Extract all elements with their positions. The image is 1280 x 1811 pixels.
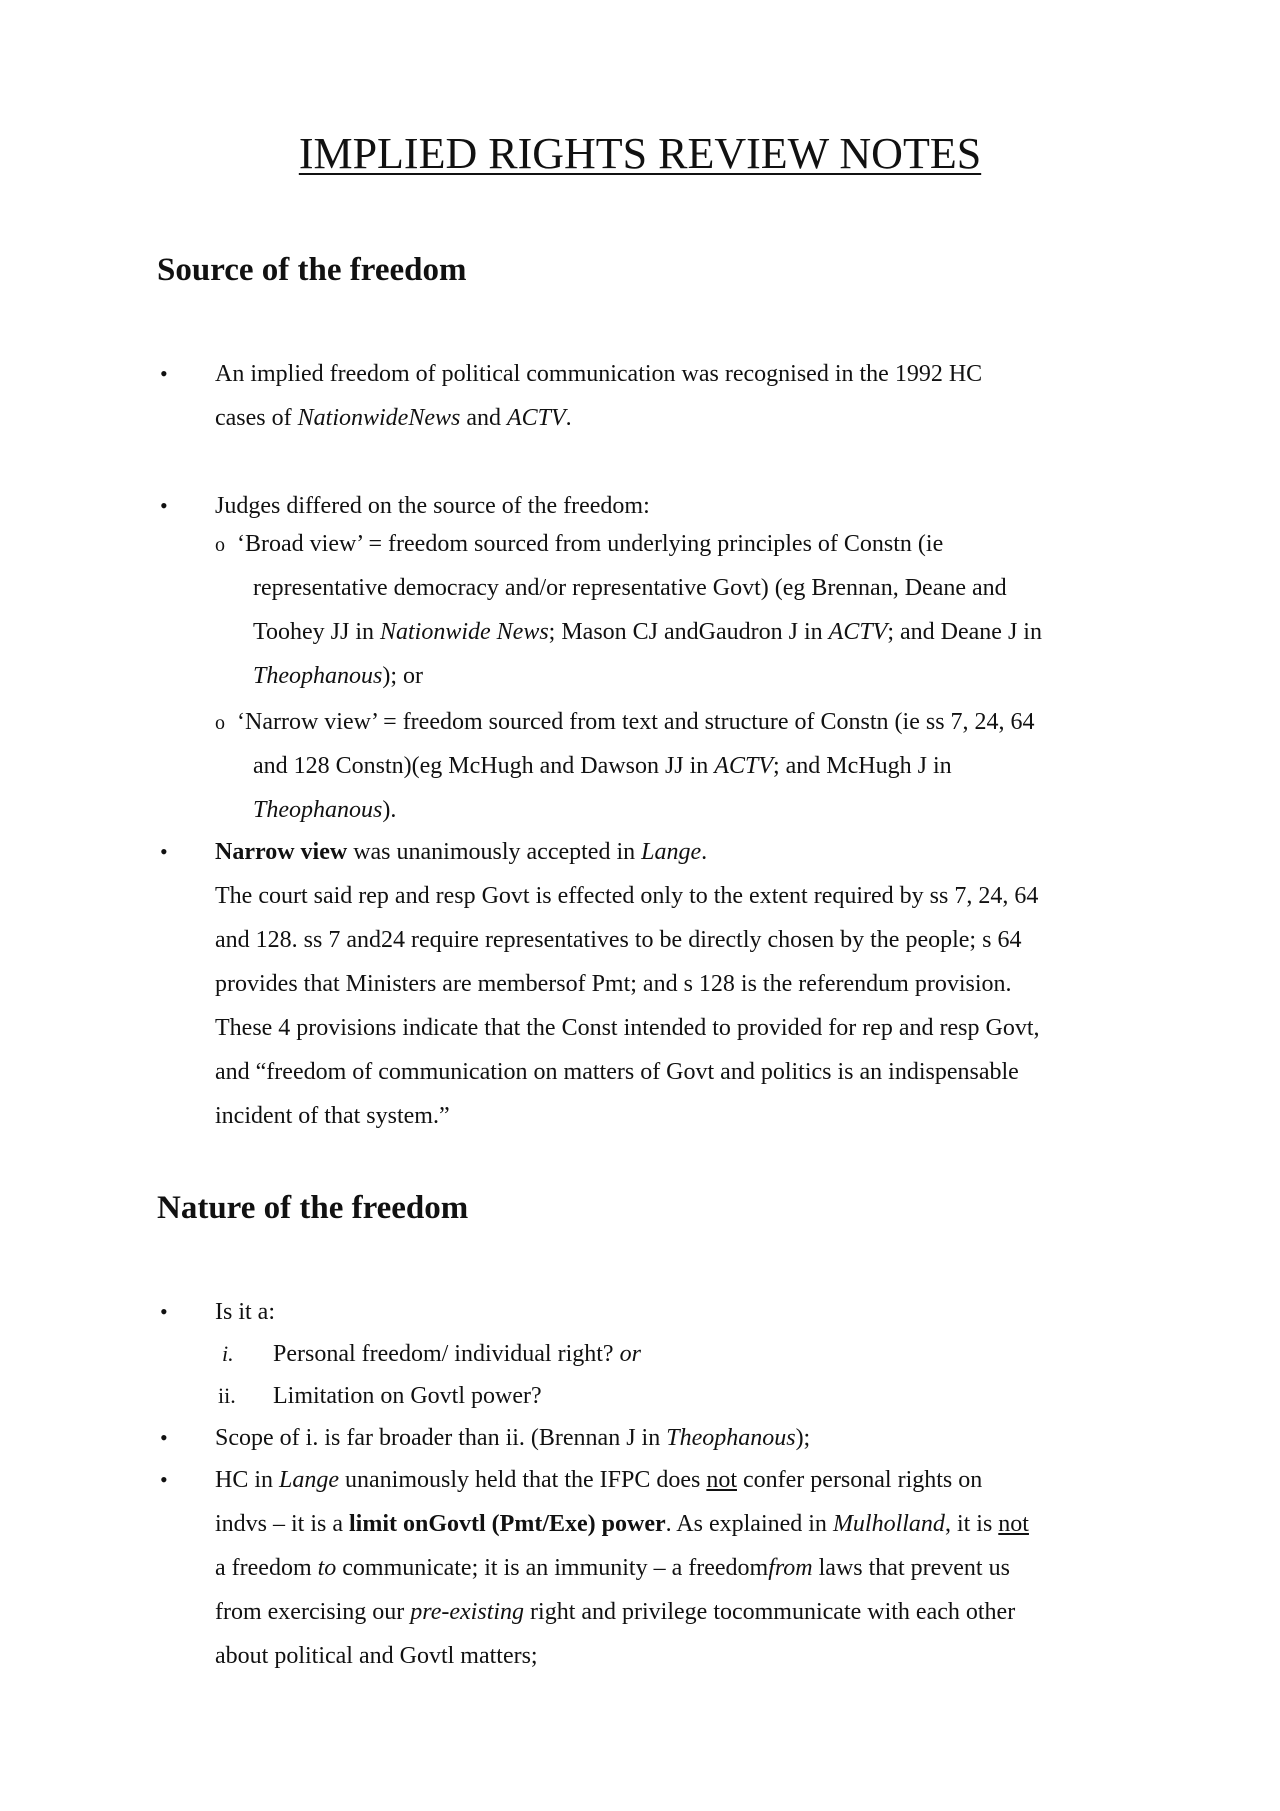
sub-marker: o [215, 534, 225, 556]
paragraph-lange-narrow-view: Narrow view was unanimously accepted in Lange. The court said rep and resp Govt is effected only to the extent required by ss 7, 24, 64 and 128. ss 7 and24 require representatives to be directly chosen by the people; s 64 provides that Ministers are membersof Pmt; and s 128 is the referendum provision. These 4 provisions indicate that the Const intended to provided for rep and resp Govt, and “freedom of communication on matters of Govt and politics is an indispensable incident of that system.” [215, 839, 1040, 1129]
bullet-marker: • [160, 839, 168, 864]
paragraph-scope: Scope of i. is far broader than ii. (Brennan J in Theophanous); [215, 1425, 811, 1451]
paragraph-judges-differed: Judges differed on the source of the freedom: [215, 493, 650, 519]
page-title: IMPLIED RIGHTS REVIEW NOTES [298, 129, 982, 178]
bullet-marker: • [160, 493, 168, 518]
section-heading-nature: Nature of the freedom [157, 1190, 469, 1226]
option-personal-freedom: Personal freedom/ individual right? or [273, 1341, 641, 1367]
paragraph-recognition: An implied freedom of political communication was recognised in the 1992 HC cases of NationwideNews and ACTV. [215, 361, 983, 431]
bullet-marker: • [160, 1467, 168, 1492]
roman-marker: i. [222, 1341, 234, 1366]
narrow-view-continued: and 128 Constn)(eg McHugh and Dawson JJ in ACTV; and McHugh J in Theophanous). [253, 753, 952, 823]
broad-view-continued: representative democracy and/or representative Govt) (eg Brennan, Deane and Toohey JJ in Nationwide News; Mason CJ andGaudron J in ACTV; and Deane J in Theophanous); or [253, 575, 1042, 689]
paragraph-is-it-a: Is it a: [215, 1299, 275, 1325]
paragraph-lange-holding: HC in Lange unanimously held that the IFPC does not confer personal rights on indvs – it is a limit onGovtl (Pmt/Exe) power. As explained in Mulholland, it is not a freedom to communicate; it is an immunity – a freedomfrom laws that prevent us from exercising our pre-existing right and privilege tocommunicate with each other about political and Govtl matters; [215, 1467, 1029, 1669]
bullet-marker: • [160, 1425, 168, 1450]
bullet-marker: • [160, 361, 168, 386]
option-limitation: Limitation on Govtl power? [273, 1383, 542, 1409]
section-heading-source: Source of the freedom [157, 252, 467, 288]
sub-marker: o [215, 712, 225, 734]
sub-item-narrow-view: o ‘Narrow view’ = freedom sourced from text and structure of Constn (ie ss 7, 24, 64 [215, 700, 1115, 745]
bullet-marker: • [160, 1299, 168, 1324]
sub-item-broad-view: o ‘Broad view’ = freedom sourced from underlying principles of Constn (ie [215, 522, 1115, 567]
roman-marker: ii. [218, 1383, 236, 1408]
